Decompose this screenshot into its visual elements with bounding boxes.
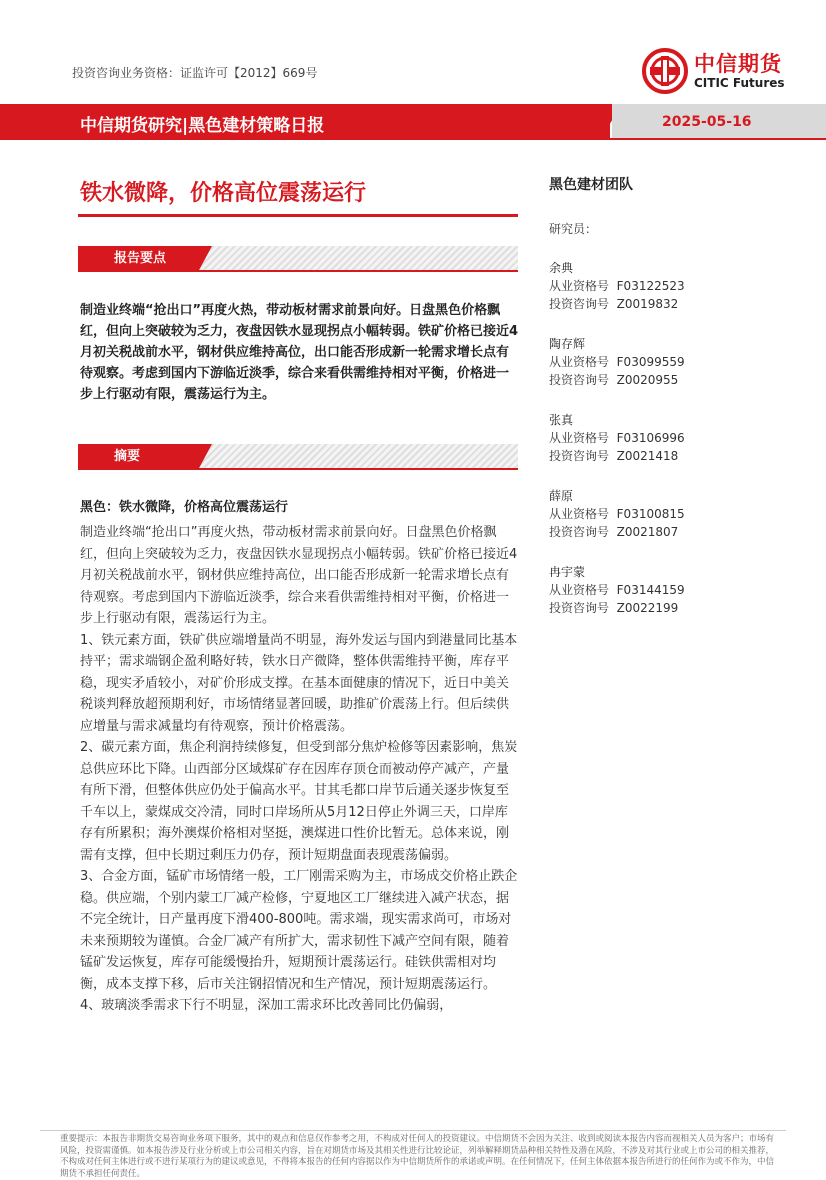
consult-label: 投资咨询号: [549, 373, 610, 387]
title-divider: [78, 214, 518, 217]
report-date: 2025-05-16: [662, 114, 752, 130]
consult-number: Z0019832: [616, 297, 679, 311]
researcher-name: 薛原: [549, 489, 574, 503]
section-underline: [78, 468, 518, 470]
cert-number: F03106996: [616, 431, 685, 445]
abstract-subheading: 黑色：铁水微降，价格高位震荡运行: [80, 500, 289, 515]
consult-label: 投资咨询号: [549, 297, 610, 311]
cert-label: 从业资格号: [549, 583, 610, 597]
consult-line: [549, 295, 789, 313]
section-label: 摘要: [78, 444, 198, 470]
cert-number: F03100815: [616, 507, 685, 521]
cert-number: F03099559: [616, 355, 685, 369]
consult-line: [549, 599, 789, 617]
paragraph: 1、铁元素方面，铁矿供应端增量尚不明显，海外发运与国内到港量同比基本持平；需求端钢企盈利略好转，铁水日产微降，整体供需维持平衡，库存平稳，现实矛盾较小，对矿价形成支撑。在基本面健康的情况下，近日中美关税谈判释放超预期利好，市场情绪显著回暖，助推矿价震荡上行。但后续供应增量与需求减量均有待观察，预计价格震荡。: [80, 632, 518, 734]
citic-futures-logo: [642, 46, 812, 96]
team-title: 黑色建材团队: [549, 177, 633, 193]
banner-divider: [0, 138, 826, 140]
cert-label: 从业资格号: [549, 431, 610, 445]
section-label-tip: [198, 444, 212, 470]
researcher-name: 冉宇蒙: [549, 565, 586, 579]
researcher-card: [549, 335, 789, 389]
footer-disclaimer: 重要提示：本报告非期货交易咨询业务项下服务，其中的观点和信息仅作参考之用，不构成对任何人的投资建议。中信期货不会因为关注、收到或阅读本报告内容而视相关人员为客户；市场有风险，投资需谨慎。如本报告涉及行业分析或上市公司相关内容，旨在对期货市场及其相关性进行比较论证，列举解释期货品种相关特性及潜在风险，不涉及对其行业或上市公司的相关推荐，不构成对任何主体进行或不进行某项行为的建议或意见，不得将本报告的任何内容据以作为中信期货所作的承诺或声明。在任何情况下，任何主体依据本报告所进行的任何作为或不作为，中信期货不承担任何责任。: [60, 1134, 775, 1179]
section-header-key-points: [78, 246, 518, 272]
sidebar-team: [549, 174, 789, 639]
cert-line: [549, 429, 789, 447]
paragraph: 制造业终端“抢出口”再度火热，带动板材需求前景向好。日盘黑色价格飘红，但向上突破较为乏力，夜盘因铁水显现拐点小幅转弱。铁矿价格已接近4月初关税战前水平，钢材供应维持高位，出口能否形成新一轮需求增长点有待观察。考虑到国内下游临近淡季，综合来看供需维持相对平衡，价格进一步上行驱动有限，震荡运行为主。: [80, 525, 518, 626]
cert-line: [549, 277, 789, 295]
cert-label: 从业资格号: [549, 279, 610, 293]
cert-number: F03122523: [616, 279, 685, 293]
citic-logo-icon: [642, 48, 688, 94]
cert-line: [549, 581, 789, 599]
consult-label: 投资咨询号: [549, 601, 610, 615]
researcher-name: 张真: [549, 413, 574, 427]
researcher-name: 陶存辉: [549, 337, 586, 351]
consult-number: Z0021807: [616, 525, 679, 539]
consult-label: 投资咨询号: [549, 449, 610, 463]
researcher-card: [549, 487, 789, 541]
cert-line: [549, 353, 789, 371]
researchers-label: 研究员：: [549, 222, 598, 236]
consult-number: Z0020955: [616, 373, 679, 387]
paragraph: 3、合金方面，锰矿市场情绪一般，工厂刚需采购为主，市场成交价格止跌企稳。供应端，个别内蒙工厂减产检修，宁夏地区工厂继续进入减产状态，据不完全统计，日产量再度下滑400-800吨。需求端，现实需求尚可，市场对未来预期较为谨慎。合金厂减产有所扩大，需求韧性下减产空间有限，随着锰矿发运恢复，库存可能缓慢抬升，短期预计震荡运行。硅铁供需相对均衡，成本支撑下移，后市关注钢招情况和生产情况，预计短期震荡运行。: [80, 869, 518, 992]
researcher-name: 余典: [549, 261, 574, 275]
logo-cn-text: 中信期货: [694, 52, 782, 76]
cert-label: 从业资格号: [549, 355, 610, 369]
section-header-abstract: [78, 444, 518, 470]
researcher-card: [549, 259, 789, 313]
page-title: 铁水微降，价格高位震荡运行: [80, 181, 367, 206]
report-banner: [0, 104, 826, 140]
footer-divider: [40, 1130, 786, 1131]
consult-line: [549, 371, 789, 389]
abstract-body: [80, 522, 520, 1017]
paragraph: 2、碳元素方面，焦企利润持续修复，但受到部分焦炉检修等因素影响，焦炭总供应环比下降。山西部分区域煤矿存在因库存顶仓而被动停产减产，产量有所下滑，但整体供应仍处于偏高水平。甘其毛都口岸节后通关逐步恢复至千车以上，蒙煤成交冷清，同时口岸场所从5月12日停止外调三天，口岸库存有所累积；海外澳煤价格相对坚挺，澳煤进口性价比暂无。总体来说，刚需有支撑，但中长期过剩压力仍存，预计短期盘面表现震荡偏弱。: [80, 740, 518, 863]
consult-number: Z0022199: [616, 601, 679, 615]
section-label: 报告要点: [78, 246, 198, 272]
consult-line: [549, 447, 789, 465]
license-text: 投资咨询业务资格：证监许可【2012】669号: [72, 66, 318, 80]
section-label-tip: [198, 246, 212, 272]
key-points-summary: 制造业终端“抢出口”再度火热，带动板材需求前景向好。日盘黑色价格飘红，但向上突破较为乏力，夜盘因铁水显现拐点小幅转弱。铁矿价格已接近4月初关税战前水平，钢材供应维持高位，出口能否形成新一轮需求增长点有待观察。考虑到国内下游临近淡季，综合来看供需维持相对平衡，价格进一步上行驱动有限，震荡运行为主。: [80, 303, 519, 402]
researcher-card: [549, 563, 789, 617]
researcher-card: [549, 411, 789, 465]
consult-label: 投资咨询号: [549, 525, 610, 539]
logo-en-text: CITIC Futures: [694, 76, 785, 90]
consult-line: [549, 523, 789, 541]
banner-title: 中信期货研究|黑色建材策略日报: [80, 116, 325, 136]
cert-number: F03144159: [616, 583, 685, 597]
section-underline: [78, 270, 518, 272]
cert-label: 从业资格号: [549, 507, 610, 521]
paragraph: 4、玻璃淡季需求下行不明显，深加工需求环比改善同比仍偏弱，: [80, 998, 453, 1013]
consult-number: Z0021418: [616, 449, 679, 463]
cert-line: [549, 505, 789, 523]
